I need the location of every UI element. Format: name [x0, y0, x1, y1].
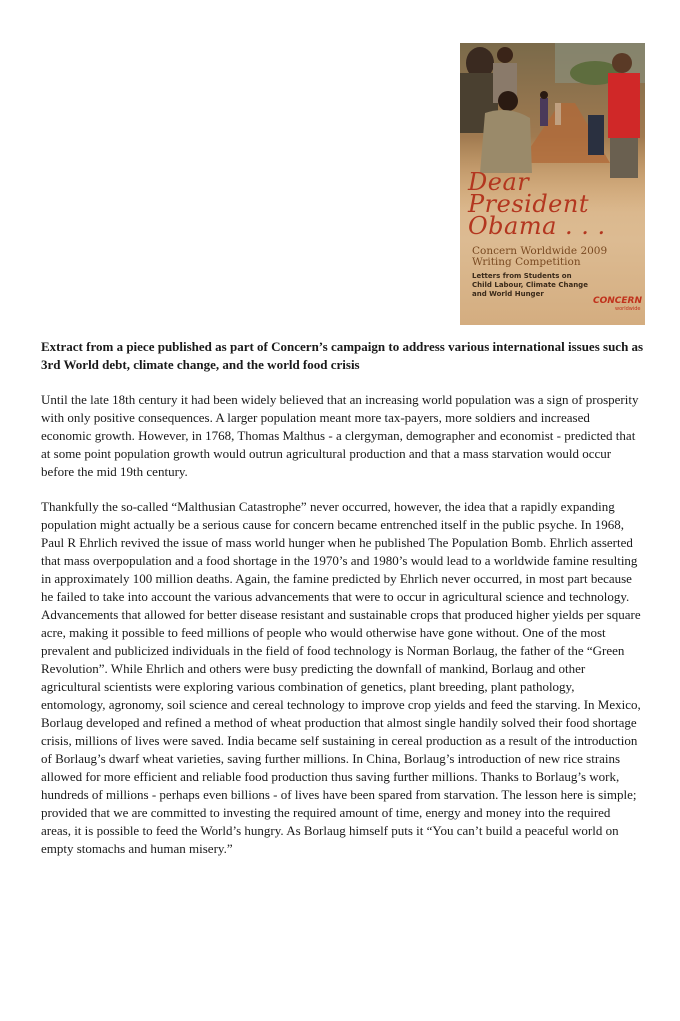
cover-description: [472, 272, 642, 299]
concern-logo: [593, 297, 643, 312]
cover-subtitle-line: Concern Worldwide 2009: [472, 245, 608, 257]
cover-description-line: and World Hunger: [472, 290, 544, 298]
cover-subtitle-line: Writing Competition: [472, 256, 581, 268]
article-heading: Extract from a piece published as part of Concern’s campaign to address various international issues such as 3rd World debt, climate change, and the world food crisis: [41, 339, 644, 372]
cover-title-line: President: [468, 190, 589, 218]
concern-logo-subtext: worldwide: [615, 306, 641, 312]
book-cover-image: [460, 43, 645, 325]
cover-subtitle: [472, 246, 642, 268]
article-paragraph: Until the late 18th century it had been widely believed that an increasing world population was a sign of prosperity with only positive consequences. A larger population meant more tax-payers, more soldiers and increased economic growth. However, in 1768, Thomas Malthus - a clergyman, demographer and economist - predicted that at some point population growth would outrun agricultural production and that a mass starvation would occur before the mid 19th century.: [41, 392, 639, 479]
concern-logo-text: CONCERN: [593, 296, 643, 306]
cover-description-line: Child Labour, Climate Change: [472, 281, 588, 289]
article-paragraph: Thankfully the so-called “Malthusian Catastrophe” never occurred, however, the idea that a rapidly expanding population might actually be a serious cause for concern became entrenched itself in the public psyche. In 1968, Paul R Ehrlich revived the issue of mass world hunger when he published The Population Bomb. Ehrlich asserted that mass overpopulation and a food shortage in the 1970’s and 1980’s would lead to a worldwide famine resulting in approximately 100 million deaths. Again, the famine predicted by Ehrlich never occurred, in most part because he failed to take into account the various advancements that were to occur in agricultural science and technology. Advancements that allowed for better disease resistant and sustainable crops that produced higher yields per square acre, making it possible to feed millions of people who would otherwise have gone without. One of the most prevalent and publicized individuals in the field of food technology is Norman Borlaug, the father of the “Green Revolution”. While Ehrlich and others were busy predicting the downfall of mankind, Borlaug and other agricultural scientists were exploring various combination of genetics, plant breeding, plant pathology, entomology, agronomy, soil science and cereal technology to improve crop yields and feed the starving. In Mexico, Borlaug developed and refined a method of wheat production that almost single handily solved their food shortage crisis, millions of lives were saved. India became self sustaining in cereal production as a result of the introduction of Borlaug’s dwarf wheat varieties, saving further millions. In China, Borlaug’s introduction of new rice strains allowed for more efficient and reliable food production thus saving further millions. Thanks to Borlaug’s work, hundreds of millions - perhaps even billions - of lives have been spared from starvation. The lesson here is simple; provided that we are committed to investing the required amount of time, energy and money into the required areas, it is possible to feed the World’s hungry. As Borlaug himself puts it “You can’t build a peaceful world on empty stomachs and human misery.”: [41, 499, 641, 856]
cover-title: [468, 168, 643, 240]
cover-title-line: Dear: [468, 168, 530, 196]
cover-title-line: Obama . . .: [468, 212, 606, 240]
cover-description-line: Letters from Students on: [472, 272, 572, 280]
